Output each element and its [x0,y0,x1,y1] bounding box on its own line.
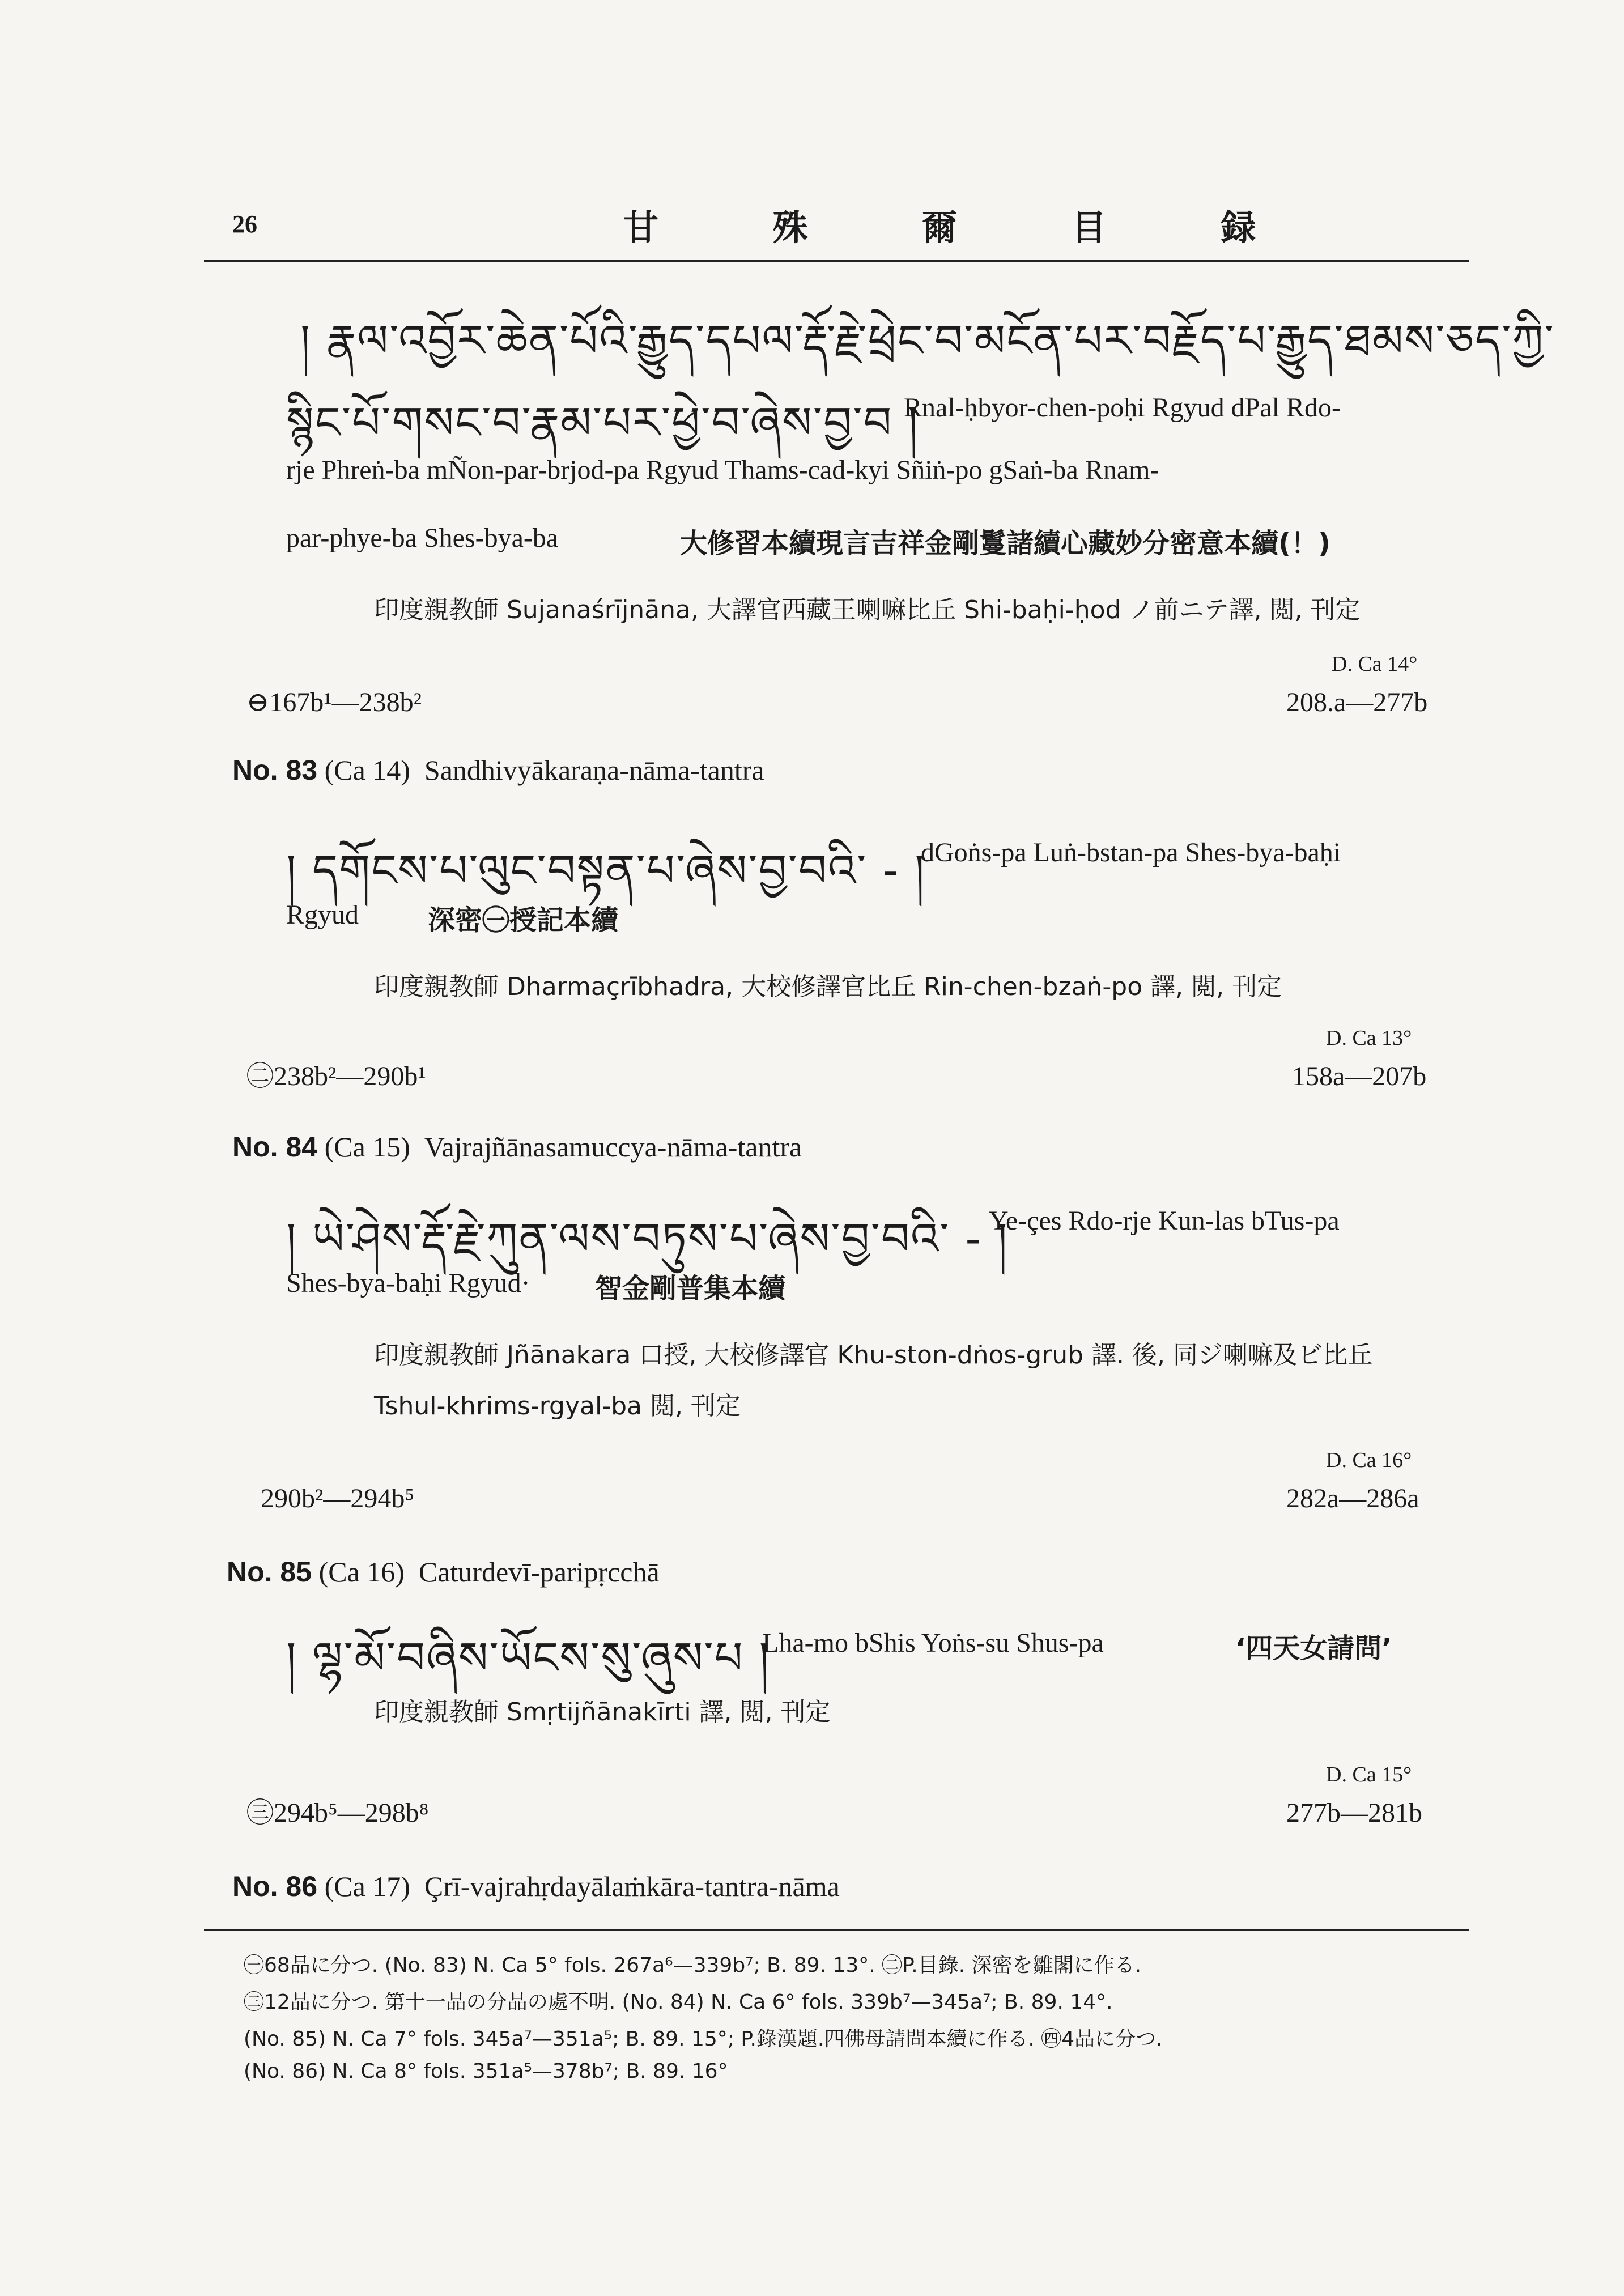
entry-ca: (Ca 14) [324,754,410,786]
derge-ref: D. Ca 16° [1326,1448,1412,1472]
chinese-title: ‘四天女請問’ [1235,1632,1392,1664]
footnote-line-3: (No. 85) N. Ca 7° fols. 345a⁷—351a⁵; B. 89. 15°; P.錄漢題.四佛母請問本續に作る. ㊃4品に分つ. [244,2027,1163,2051]
tibetan-title-line-2: སྙིང་པོ་གསང་བ་རྣམ་པར་ཕྱེ་བ་ཞེས་བྱ་བ ། [286,398,919,449]
entry-number: No. 85 [227,1556,312,1588]
folio-left: ㊁238b²—290b¹ [246,1061,426,1091]
footnote-line-1: ㊀68品に分つ. (No. 83) N. Ca 5° fols. 267a⁶—339b⁷; B. 89. 13°. ㊁P.目錄. 深密を雛閣に作る. [244,1954,1142,1977]
folio-right: 158a—207b [1292,1061,1427,1091]
transliteration: Lha-mo bShis Yoṅs-su Shus-pa [762,1628,1104,1658]
entry-sanskrit: Caturdevī-paripṛcchā [418,1556,660,1588]
page-number: 26 [232,210,257,238]
folio-right: 277b—281b [1286,1798,1422,1828]
translators: 印度親教師 Smṛtijñānakīrti 譯, 閲, 刊定 [374,1698,831,1727]
tibetan-title: ། དགོངས་པ་ལུང་བསྟན་པ་ཞེས་བྱ་བའི་ ‐ ། [286,845,926,896]
header-rule [204,260,1469,262]
tibetan-title: ། ལྷ་མོ་བཞིས་ཡོངས་སུ་ཞུས་པ ། [286,1633,770,1684]
footnote-line-2: ㊂12品に分つ. 第十一品の分品の處不明. (No. 84) N. Ca 6° fols. 339b⁷—345a⁷; B. 89. 14°. [244,1991,1113,2014]
entry-sanskrit: Sandhivyākaraṇa-nāma-tantra [424,754,764,786]
translators: 印度親教師 Dharmaçrībhadra, 大校修譯官比丘 Rin-chen-bzaṅ-po 譯, 閲, 刊定 [374,972,1282,1001]
derge-ref: D. Ca 13° [1326,1026,1412,1050]
translators-cont: Tshul-khrims-rgyal-ba 閲, 刊定 [374,1392,741,1421]
running-title: 甘 殊 爾 目 録 [623,207,1307,248]
chinese-title: 深密㊀授記本續 [428,904,619,936]
derge-ref: D. Ca 15° [1326,1763,1412,1787]
entry-83-header [232,754,764,786]
entry-ca: (Ca 15) [324,1131,410,1163]
entry-86-header [232,1870,840,1903]
chinese-title: 大修習本續現言吉祥金剛鬘諸續心藏妙分密意本續(！) [680,528,1330,559]
entry-number: No. 84 [232,1131,318,1163]
footnote-line-4: (No. 86) N. Ca 8° fols. 351a⁵—378b⁷; B. 89. 16° [244,2060,728,2083]
transliteration-line-3: rje Phreṅ-ba mÑon-par-brjod-pa Rgyud Thams-cad-kyi Sñiṅ-po gSaṅ-ba Rnam- [286,455,1159,485]
folio-left: ⊖167b¹—238b² [246,687,422,717]
entry-84-header [232,1130,802,1163]
transliteration-cont: Rgyud [286,900,359,930]
folio-right: 208.a—277b [1286,687,1428,717]
entry-sanskrit: Vajrajñānasamuccya-nāma-tantra [424,1131,802,1163]
derge-ref: D. Ca 14° [1332,652,1418,676]
chinese-title: 智金剛普集本續 [595,1273,786,1304]
entry-ca: (Ca 17) [324,1870,410,1902]
entry-number: No. 83 [232,754,318,786]
folio-right: 282a—286a [1286,1483,1419,1513]
transliteration: dGoṅs-pa Luṅ-bstan-pa Shes-bya-baḥi [921,837,1341,868]
footnote-rule [204,1929,1469,1931]
entry-85-header [227,1555,660,1588]
transliteration-line-2: Rnal-ḥbyor-chen-poḥi Rgyud dPal Rdo- [904,393,1341,423]
transliteration-cont: Shes-bya-baḥi Rgyud· [286,1268,530,1298]
entry-ca: (Ca 16) [318,1556,405,1588]
tibetan-title-line-1: ། རྣལ་འབྱོར་ཆེན་པོའི་རྒྱུད་དཔལ་རྡོ་རྗེ་ཕྲེང་བ་མངོན་པར་བརྗོད་པ་རྒྱུད་ཐམས་ཅད་ཀྱི་ [300,316,1555,367]
transliteration-line-4: par-phye-ba Shes-bya-ba [286,523,559,553]
entry-number: No. 86 [232,1870,318,1902]
entry-sanskrit: Çrī-vajrahṛdayālaṁkāra-tantra-nāma [424,1870,840,1902]
translators: 印度親教師 Sujanaśrījnāna, 大譯官西藏王喇嘛比丘 Shi-baḥi-ḥod ノ前ニテ譯, 閲, 刊定 [374,596,1361,624]
folio-left: ㊂294b⁵—298b⁸ [246,1798,429,1828]
translators: 印度親教師 Jñānakara 口授, 大校修譯官 Khu-ston-dṅos-grub 譯. 後, 同ジ喇嘛及ビ比丘 [374,1341,1372,1370]
transliteration: Ye-çes Rdo-rje Kun-las bTus-pa [989,1206,1340,1236]
tibetan-title: ། ཡེ་ཤེས་རྡོ་རྗེ་ཀུན་ལས་བཏུས་པ་ཞེས་བྱ་བའི་ ‐ ། [286,1214,1009,1265]
folio-left: 290b²—294b⁵ [261,1483,415,1513]
